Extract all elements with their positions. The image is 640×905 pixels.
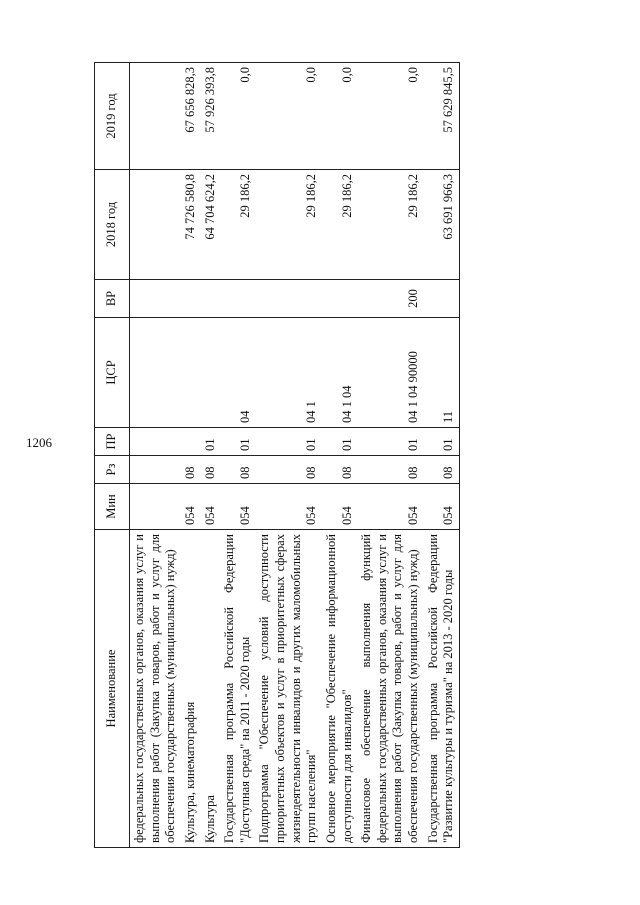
row-name: Государственная программа Российской Федерации "Развитие культуры и туризма" на 2013 - 2020 годы <box>424 530 460 848</box>
row-pr <box>181 428 201 456</box>
row-min: 054 <box>181 484 201 530</box>
row-csr: 04 1 04 <box>322 318 357 428</box>
row-name: Финансовое обеспечение выполнения функций федеральных государственных органов, оказания услуг и выполнения работ (Закупка товаров, работ и услуг для обеспечения государственных (муниципальных) нужд) <box>357 530 424 848</box>
row-csr <box>130 318 181 428</box>
row-2019: 0,0 <box>322 63 357 170</box>
row-name: Культура, кинематография <box>181 530 201 848</box>
row-min: 054 <box>424 484 460 530</box>
row-pr: 01 <box>255 428 322 456</box>
header-name: Наименование <box>95 530 130 848</box>
row-name: Основное мероприятие "Обеспечение информационной доступности для инвалидов" <box>322 530 357 848</box>
row-min: 054 <box>255 484 322 530</box>
row-pr: 01 <box>201 428 221 456</box>
table-header-row <box>95 63 130 848</box>
row-rz: 08 <box>181 456 201 484</box>
row-vr <box>201 280 221 318</box>
row-2019: 67 656 828,3 <box>181 63 201 170</box>
row-pr: 01 <box>220 428 255 456</box>
row-vr <box>220 280 255 318</box>
row-2019: 0,0 <box>357 63 424 170</box>
row-vr: 200 <box>357 280 424 318</box>
row-vr <box>424 280 460 318</box>
row-name: Культура <box>201 530 221 848</box>
row-2019: 0,0 <box>220 63 255 170</box>
table-body <box>130 63 460 848</box>
row-2018: 29 186,2 <box>220 170 255 280</box>
row-2018: 29 186,2 <box>255 170 322 280</box>
table-row <box>322 63 357 848</box>
header-rz: Рз <box>95 456 130 484</box>
row-2019 <box>130 63 181 170</box>
row-min <box>130 484 181 530</box>
row-rz: 08 <box>357 456 424 484</box>
budget-table-rotated <box>94 63 587 848</box>
row-csr: 11 <box>424 318 460 428</box>
header-2018: 2018 год <box>95 170 130 280</box>
header-min: Мин <box>95 484 130 530</box>
row-rz: 08 <box>322 456 357 484</box>
row-pr: 01 <box>357 428 424 456</box>
row-rz <box>130 456 181 484</box>
row-min: 054 <box>322 484 357 530</box>
row-2018: 29 186,2 <box>322 170 357 280</box>
row-2018 <box>130 170 181 280</box>
header-csr: ЦСР <box>95 318 130 428</box>
row-rz: 08 <box>255 456 322 484</box>
row-2019: 57 629 845,5 <box>424 63 460 170</box>
row-rz: 08 <box>424 456 460 484</box>
table-row <box>181 63 201 848</box>
table-row <box>357 63 424 848</box>
budget-table <box>94 62 460 848</box>
row-csr: 04 <box>220 318 255 428</box>
row-pr <box>130 428 181 456</box>
row-2019: 0,0 <box>255 63 322 170</box>
row-rz: 08 <box>201 456 221 484</box>
row-2018: 29 186,2 <box>357 170 424 280</box>
row-pr: 01 <box>322 428 357 456</box>
row-csr <box>201 318 221 428</box>
row-vr <box>130 280 181 318</box>
table-row <box>424 63 460 848</box>
table-row <box>130 63 181 848</box>
row-min: 054 <box>220 484 255 530</box>
table-row <box>201 63 221 848</box>
row-name: Государственная программа Российской Федерации "Доступная среда" на 2011 - 2020 годы <box>220 530 255 848</box>
row-vr <box>255 280 322 318</box>
row-2018: 74 726 580,8 <box>181 170 201 280</box>
row-name: федеральных государственных органов, оказания услуг и выполнения работ (Закупка товаров, работ и услуг для обеспечения государственных (муниципальных) нужд) <box>130 530 181 848</box>
header-2019: 2019 год <box>95 63 130 170</box>
header-vr: ВР <box>95 280 130 318</box>
row-csr: 04 1 04 90000 <box>357 318 424 428</box>
table-row <box>220 63 255 848</box>
row-vr <box>322 280 357 318</box>
header-pr: ПР <box>95 428 130 456</box>
row-2018: 63 691 966,3 <box>424 170 460 280</box>
table-row <box>255 63 322 848</box>
row-rz: 08 <box>220 456 255 484</box>
row-csr: 04 1 <box>255 318 322 428</box>
row-csr <box>181 318 201 428</box>
page-number: 1206 <box>26 435 52 450</box>
row-vr <box>181 280 201 318</box>
row-2019: 57 926 393,8 <box>201 63 221 170</box>
row-2018: 64 704 624,2 <box>201 170 221 280</box>
row-name: Подпрограмма "Обеспечение условий доступности приоритетных объектов и услуг в приоритетных сферах жизнедеятельности инвалидов и других маломобильных групп населения" <box>255 530 322 848</box>
row-min: 054 <box>357 484 424 530</box>
row-pr: 01 <box>424 428 460 456</box>
row-min: 054 <box>201 484 221 530</box>
